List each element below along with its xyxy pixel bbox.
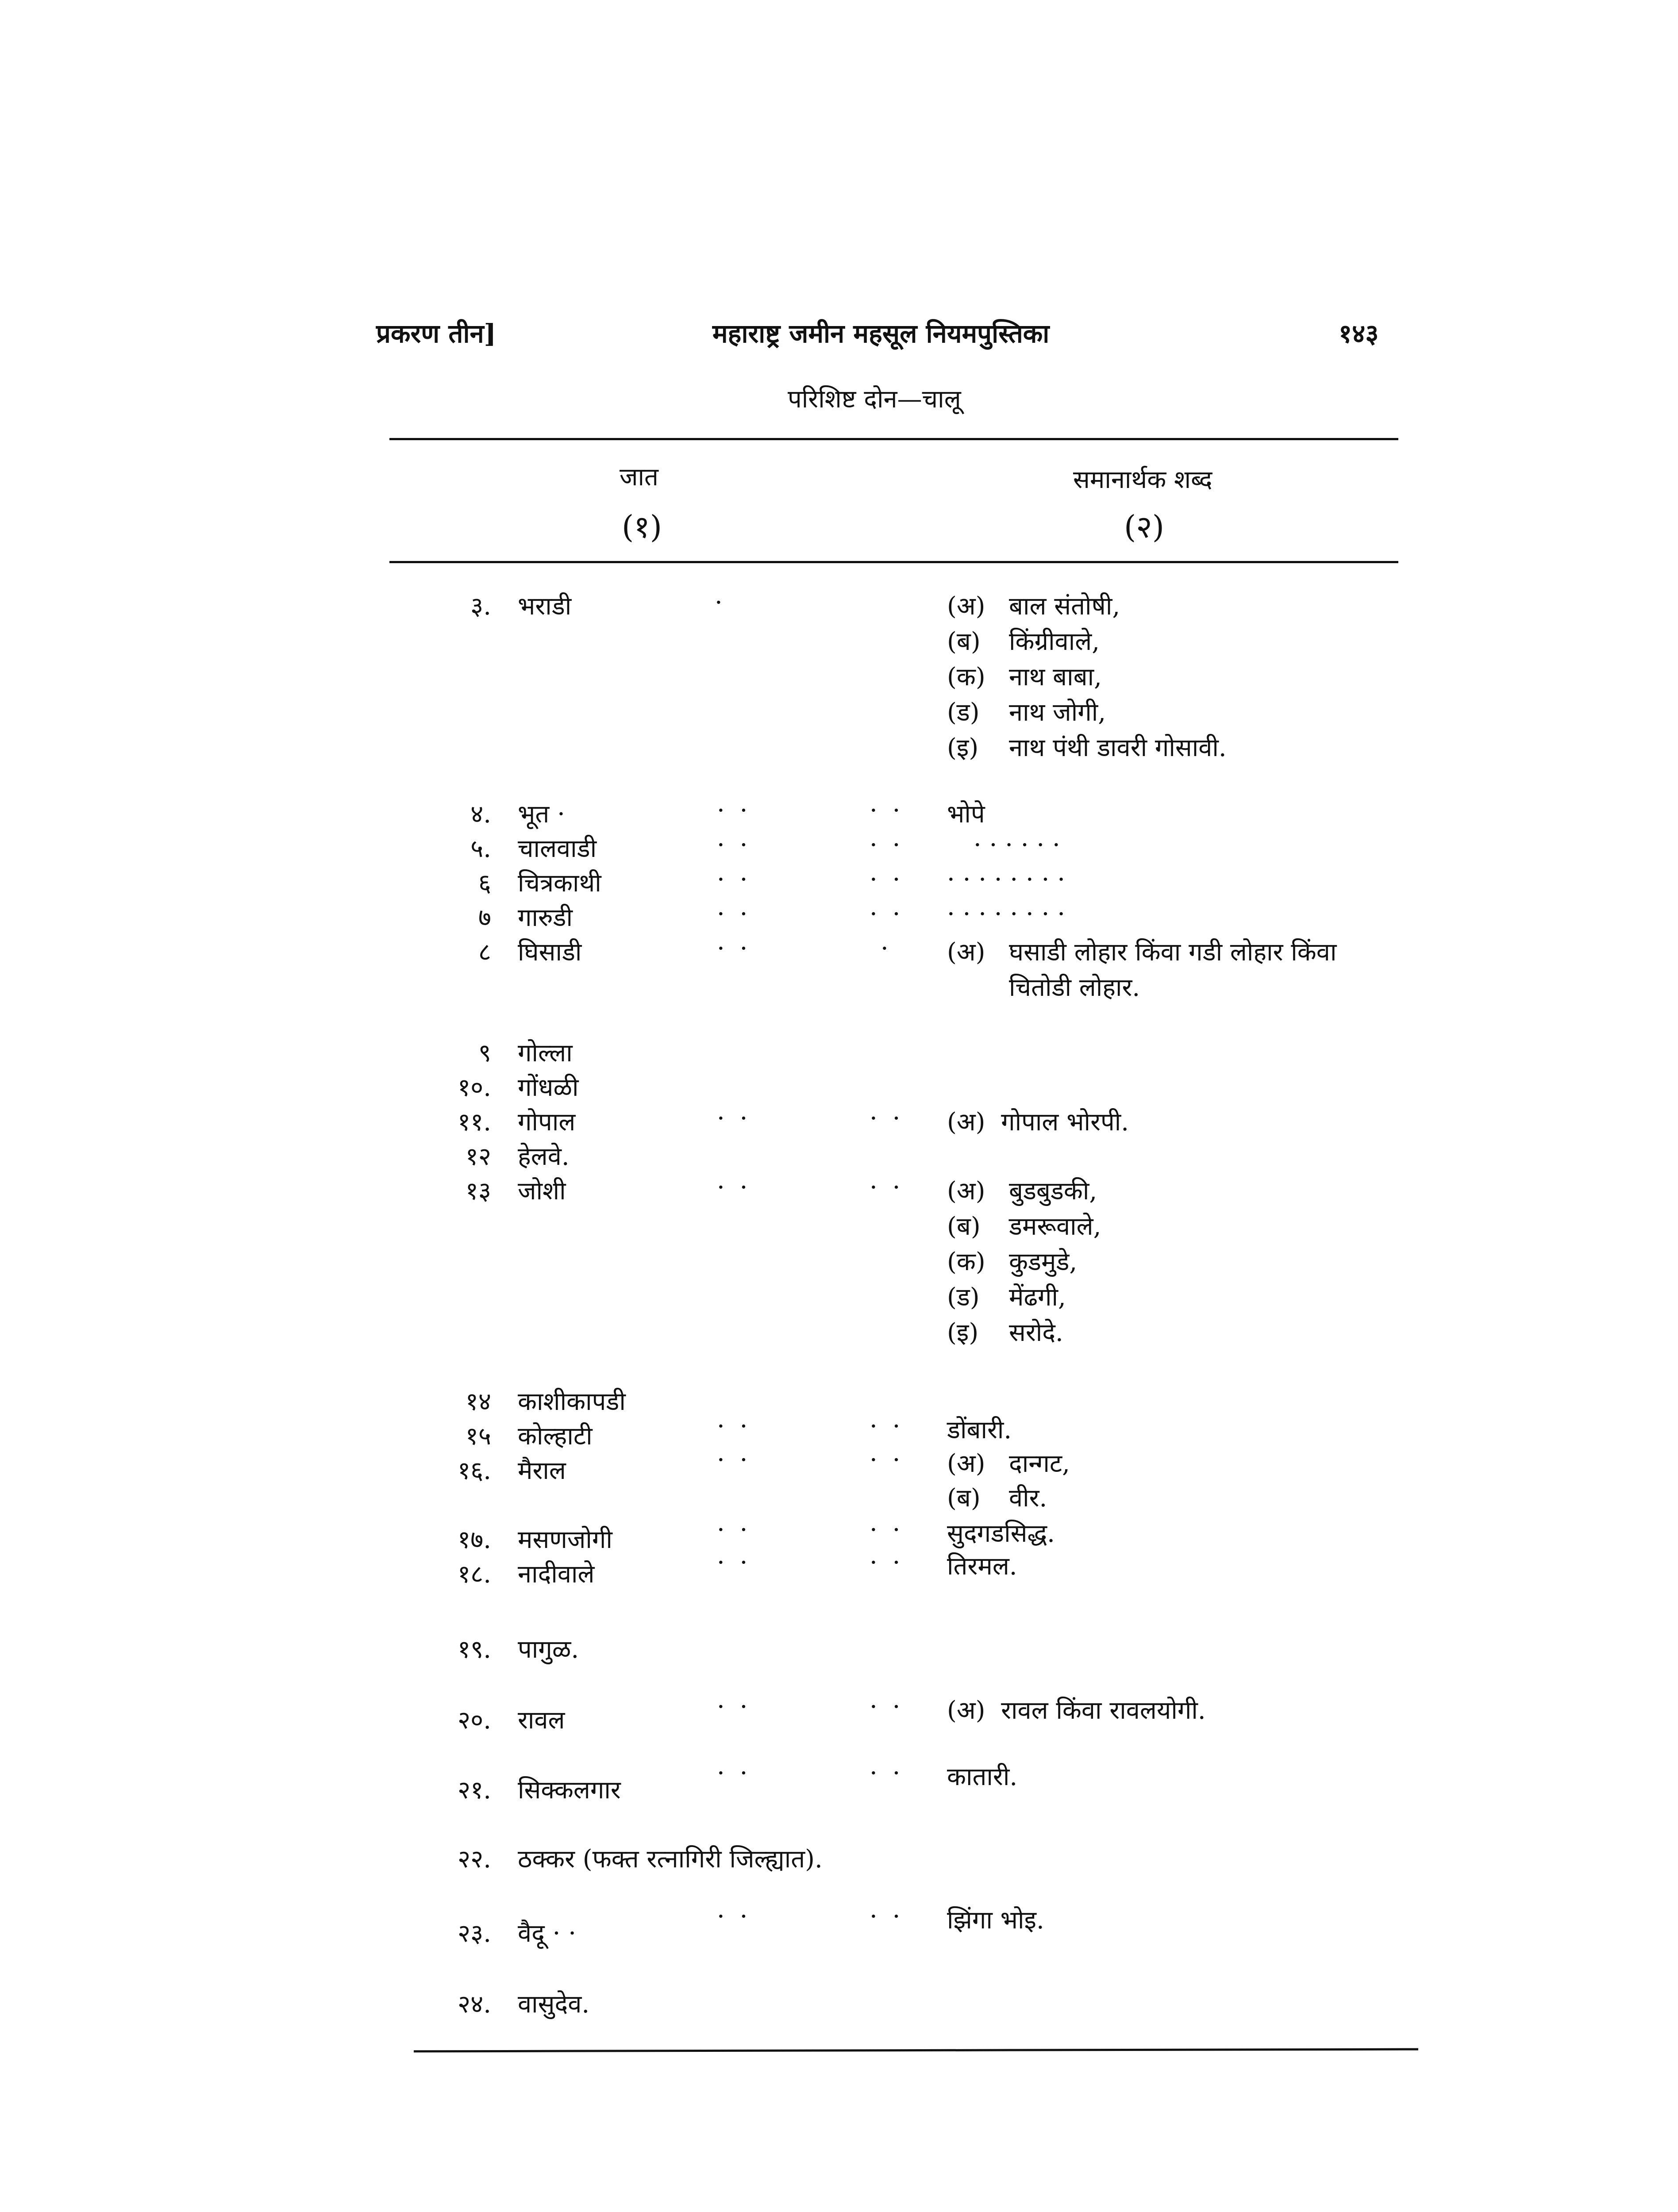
row-number: १८. — [457, 1560, 491, 1589]
chapter-label: प्रकरण तीन] — [376, 319, 496, 349]
bottom-rule — [414, 2048, 1418, 2053]
leader-dots: · · — [717, 796, 751, 825]
synonym-text: · · · · · · — [974, 831, 1060, 860]
table-row — [0, 1139, 1678, 1174]
row-number: ११. — [457, 1108, 491, 1137]
synonym-text: झिंगा भोइ. — [947, 1906, 1044, 1935]
caste-name: जोशी — [518, 1177, 566, 1206]
leader-dots: · · — [717, 831, 751, 860]
synonym-item: (क) कुडमुडे, — [947, 1248, 1078, 1276]
table-row — [0, 1759, 1678, 1808]
synonym-item: (ड) मेंढगी, — [947, 1283, 1066, 1312]
caste-name: वैदू · · — [518, 1919, 577, 1948]
top-rule — [389, 438, 1398, 440]
column-2-title: समानार्थक शब्द — [1073, 465, 1212, 494]
row-number: १५ — [465, 1422, 491, 1451]
synonym-text: · · · · · · · · — [947, 900, 1066, 929]
leader-dots: · · — [717, 1693, 751, 1721]
leader-dots: · · — [870, 1548, 904, 1577]
row-number: १७. — [457, 1525, 491, 1554]
synonym-item: (ब) डमरूवाले, — [947, 1212, 1101, 1241]
leader-dots: · · — [717, 1446, 751, 1475]
table-row — [0, 1902, 1678, 1951]
row-number: २४. — [457, 1990, 491, 2019]
row-number: ५. — [470, 834, 491, 863]
row-number: ४. — [470, 800, 491, 829]
leader-dots: · · — [717, 1759, 751, 1788]
appendix-title: परिशिष्ट दोन—चालू — [788, 385, 961, 414]
synonym-text: भोपे — [947, 800, 985, 829]
synonym-item: (ब) वीर. — [947, 1484, 1047, 1513]
leader-dots: · · — [870, 865, 904, 894]
table-row — [0, 1632, 1678, 1667]
synonym-text: सुदगडसिद्ध. — [947, 1519, 1055, 1548]
synonym-item: (अ) दान्गट, — [947, 1449, 1070, 1478]
row-number: २२. — [457, 1845, 491, 1874]
leader-dots: · · — [870, 900, 904, 929]
column-1-number: (१) — [622, 509, 662, 545]
row-number: ९ — [478, 1039, 491, 1068]
row-number: १३ — [465, 1177, 491, 1206]
row-number: ७ — [478, 903, 491, 932]
column-1-title: जात — [620, 463, 658, 492]
row-number: १६. — [457, 1456, 491, 1485]
caste-name: नादीवाले — [518, 1560, 595, 1589]
table-row — [0, 1693, 1678, 1738]
synonym-text: डोंबारी. — [947, 1416, 1012, 1444]
row-number: १२ — [465, 1142, 491, 1171]
caste-name: भूत · — [518, 800, 565, 829]
leader-dots: · · — [870, 1902, 904, 1931]
caste-name: मसणजोगी — [518, 1525, 612, 1554]
caste-name: भराडी — [518, 592, 572, 621]
row-number: १९. — [457, 1635, 491, 1664]
caste-name: वासुदेव. — [518, 1990, 590, 2019]
caste-name: गोपाल — [518, 1108, 576, 1137]
table-row — [0, 588, 1678, 624]
column-2-number: (२) — [1124, 509, 1165, 545]
leader-dots: · · — [717, 1412, 751, 1441]
leader-dots: · · — [717, 934, 751, 963]
leader-dots: · · — [717, 865, 751, 894]
synonym-item: (ड) नाथ जोगी, — [947, 698, 1106, 727]
leader-dots: · · — [717, 900, 751, 929]
table-row — [0, 1986, 1678, 2022]
leader-dots: · · — [717, 1173, 751, 1202]
caste-name: सिक्कलगार — [518, 1776, 621, 1805]
synonym-item: (इ) नाथ पंथी डावरी गोसावी. — [947, 733, 1227, 762]
leader-dots: · · — [870, 1759, 904, 1788]
row-number: ८ — [478, 938, 491, 967]
row-number: ३. — [470, 592, 491, 621]
leader-dots: · · — [870, 1693, 904, 1721]
synonym-text: कातारी. — [947, 1763, 1018, 1791]
caste-name: चित्रकाथी — [518, 869, 601, 898]
table-row — [0, 900, 1678, 935]
table-row — [0, 934, 1678, 970]
caste-name: हेलवे. — [518, 1142, 570, 1171]
row-number: १०. — [457, 1073, 491, 1102]
table-row — [0, 1841, 1678, 1877]
synonym-item: (क) नाथ बाबा, — [947, 663, 1102, 691]
caste-name: पागुळ. — [518, 1635, 579, 1664]
table-row — [0, 1412, 1678, 1454]
leader-dots: · · — [870, 1446, 904, 1475]
leader-dots: · · — [870, 1173, 904, 1202]
leader-dots: · · — [870, 831, 904, 860]
leader-dots: · · — [870, 1412, 904, 1441]
table-row — [0, 831, 1678, 866]
row-number: २०. — [457, 1706, 491, 1735]
synonym-item: (अ) बुडबुडकी, — [947, 1177, 1097, 1206]
header-rule — [389, 561, 1398, 563]
row-number: १४ — [465, 1387, 491, 1416]
leader-dots: · — [715, 588, 726, 617]
table-row — [0, 1035, 1678, 1071]
synonym-text: · · · · · · · · — [947, 865, 1066, 894]
book-title: महाराष्ट्र जमीन महसूल नियमपुस्तिका — [712, 319, 1050, 349]
caste-name: गोंधळी — [518, 1073, 579, 1102]
leader-dots: · · — [717, 1516, 751, 1544]
leader-dots: · · — [717, 1548, 751, 1577]
synonym-item: (अ) बाल संतोषी, — [947, 592, 1120, 621]
caste-name: मैराल — [518, 1456, 566, 1485]
leader-dots: · · — [870, 1104, 904, 1133]
leader-dots: · · — [870, 796, 904, 825]
table-row — [0, 1070, 1678, 1105]
leader-dots: · · — [717, 1902, 751, 1931]
page-number: १४३ — [1339, 319, 1379, 349]
synonym-item: (अ) घसाडी लोहार किंवा गडी लोहार किंवा — [947, 938, 1337, 967]
caste-name: चालवाडी — [518, 834, 597, 863]
row-number: २३. — [457, 1919, 491, 1948]
synonym-item: (ब) किंग्रीवाले, — [947, 627, 1100, 656]
caste-name: कोल्हाटी — [518, 1422, 593, 1451]
caste-name: काशीकापडी — [518, 1387, 626, 1416]
caste-name: घिसाडी — [518, 938, 582, 967]
table-row — [0, 1516, 1678, 1557]
leader-dots: · · — [870, 1516, 904, 1544]
synonym-text: (अ) रावल किंवा रावलयोगी. — [947, 1696, 1206, 1725]
table-row — [0, 1384, 1678, 1419]
synonym-text: (अ) गोपाल भोरपी. — [947, 1108, 1129, 1137]
synonym-item: (इ) सरोदे. — [947, 1318, 1063, 1347]
leader-dots: · · — [717, 1104, 751, 1133]
row-number: २१. — [457, 1776, 491, 1805]
table-row — [0, 1104, 1678, 1140]
caste-name: रावल — [518, 1706, 565, 1735]
synonym-text: तिरमल. — [947, 1552, 1017, 1581]
row-number: ६ — [478, 869, 491, 898]
caste-name: गारुडी — [518, 903, 573, 932]
table-row — [0, 1446, 1678, 1488]
table-row — [0, 1173, 1678, 1209]
table-row — [0, 1548, 1678, 1592]
leader-dots: · — [881, 934, 892, 963]
table-row — [0, 865, 1678, 901]
table-row — [0, 796, 1678, 832]
caste-name: ठक्कर (फक्त रत्नागिरी जिल्ह्यात). — [518, 1845, 823, 1874]
synonym-item: चितोडी लोहार. — [1009, 973, 1140, 1002]
caste-name: गोल्ला — [518, 1039, 573, 1068]
